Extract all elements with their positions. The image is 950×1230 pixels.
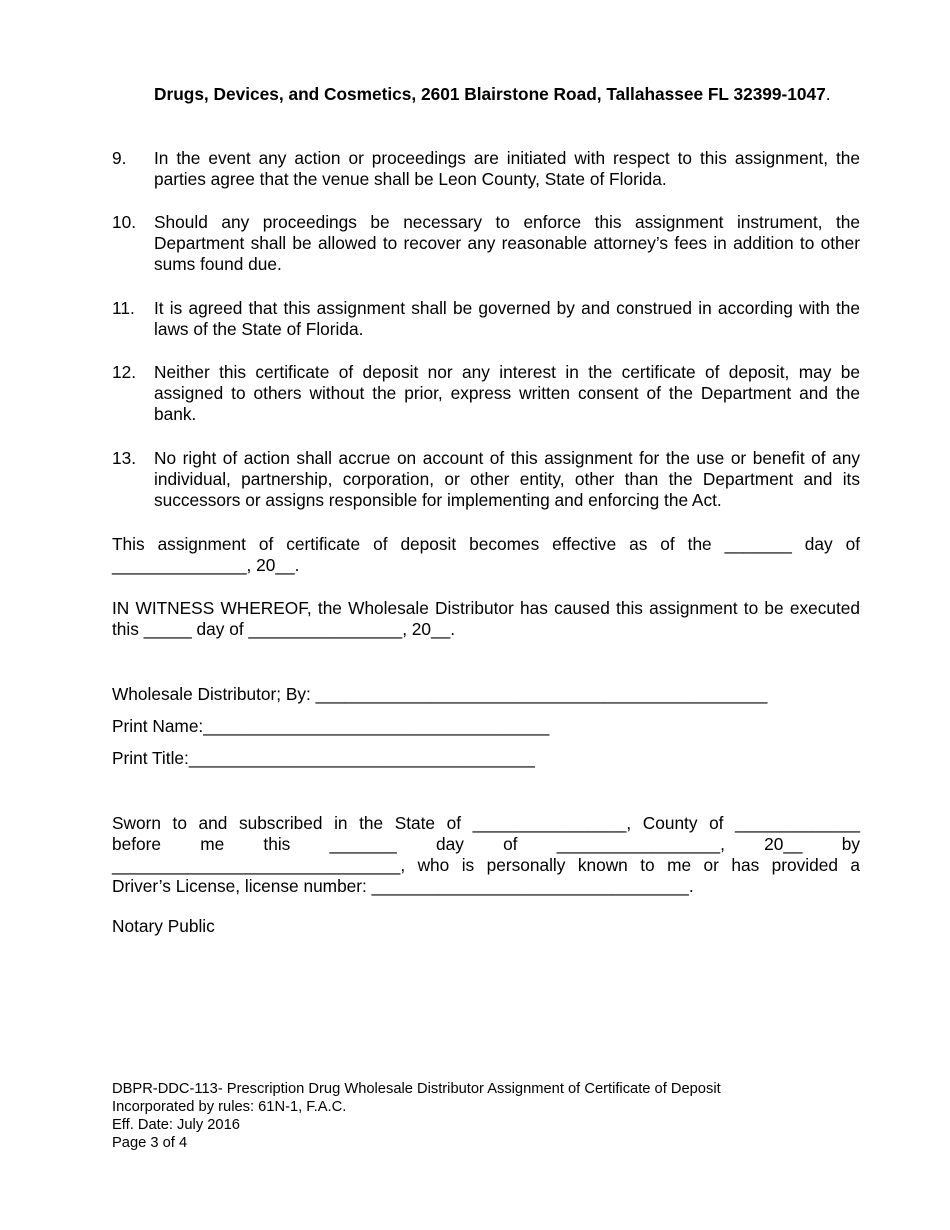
notary-public-label: Notary Public (112, 916, 215, 936)
intro-address-tail: . (825, 84, 831, 104)
list-item (112, 148, 860, 190)
item-text: It is agreed that this assignment shall be governed by and construed in according with the laws of the State of Florida. (154, 298, 860, 339)
document-footer (112, 1080, 721, 1152)
intro-address-bold: Drugs, Devices, and Cosmetics, 2601 Blairstone Road, Tallahassee FL 32399-1047 (154, 84, 826, 104)
sworn-line-4: Driver’s License, license number: _________________________________. (112, 876, 694, 896)
effective-date-clause: This assignment of certificate of deposit becomes effective as of the _______ day of ______________, 20__. (112, 534, 860, 575)
item-number: 13. (112, 448, 137, 468)
list-item (112, 212, 860, 275)
witness-clause: IN WITNESS WHEREOF, the Wholesale Distributor has caused this assignment to be executed this _____ day of ________________, 20__. (112, 598, 860, 639)
item-text: No right of action shall accrue on account of this assignment for the use or benefit of any individual, partnership, corporation, or other entity, other than the Department and its successors or assigns responsible for implementing and enforcing the Act. (154, 448, 860, 510)
item-text: Neither this certificate of deposit nor any interest in the certificate of deposit, may be assigned to others without the prior, express written consent of the Department and the bank. (154, 362, 860, 424)
print-name-line: Print Name:____________________________________ (112, 716, 550, 736)
sworn-line-2: before me this _______ day of _________________, 20__ by (112, 834, 860, 854)
item-number: 12. (112, 362, 137, 382)
print-title-line: Print Title:____________________________________ (112, 748, 535, 768)
list-item (112, 362, 860, 425)
intro-address (154, 84, 860, 105)
item-number: 9. (112, 148, 127, 168)
footer-form-name: DBPR-DDC-113- Prescription Drug Wholesale Distributor Assignment of Certificate of Deposit (112, 1081, 721, 1097)
item-text: In the event any action or proceedings are initiated with respect to this assignment, the parties agree that the venue shall be Leon County, State of Florida. (154, 148, 860, 189)
item-text: Should any proceedings be necessary to enforce this assignment instrument, the Department shall be allowed to recover any reasonable attorney’s fees in addition to other sums found due. (154, 212, 860, 274)
sworn-line-3: ______________________________, who is personally known to me or has provided a (112, 855, 860, 875)
footer-page-number: Page 3 of 4 (112, 1135, 188, 1151)
list-item (112, 448, 860, 511)
footer-rules: Incorporated by rules: 61N-1, F.A.C. (112, 1099, 347, 1115)
list-item (112, 298, 860, 340)
item-number: 11. (112, 298, 135, 318)
distributor-signature-line: Wholesale Distributor; By: _______________________________________________ (112, 684, 768, 704)
footer-eff-date: Eff. Date: July 2016 (112, 1117, 240, 1133)
item-number: 10. (112, 212, 137, 232)
sworn-line-1: Sworn to and subscribed in the State of ________________, County of _____________ (112, 813, 860, 833)
